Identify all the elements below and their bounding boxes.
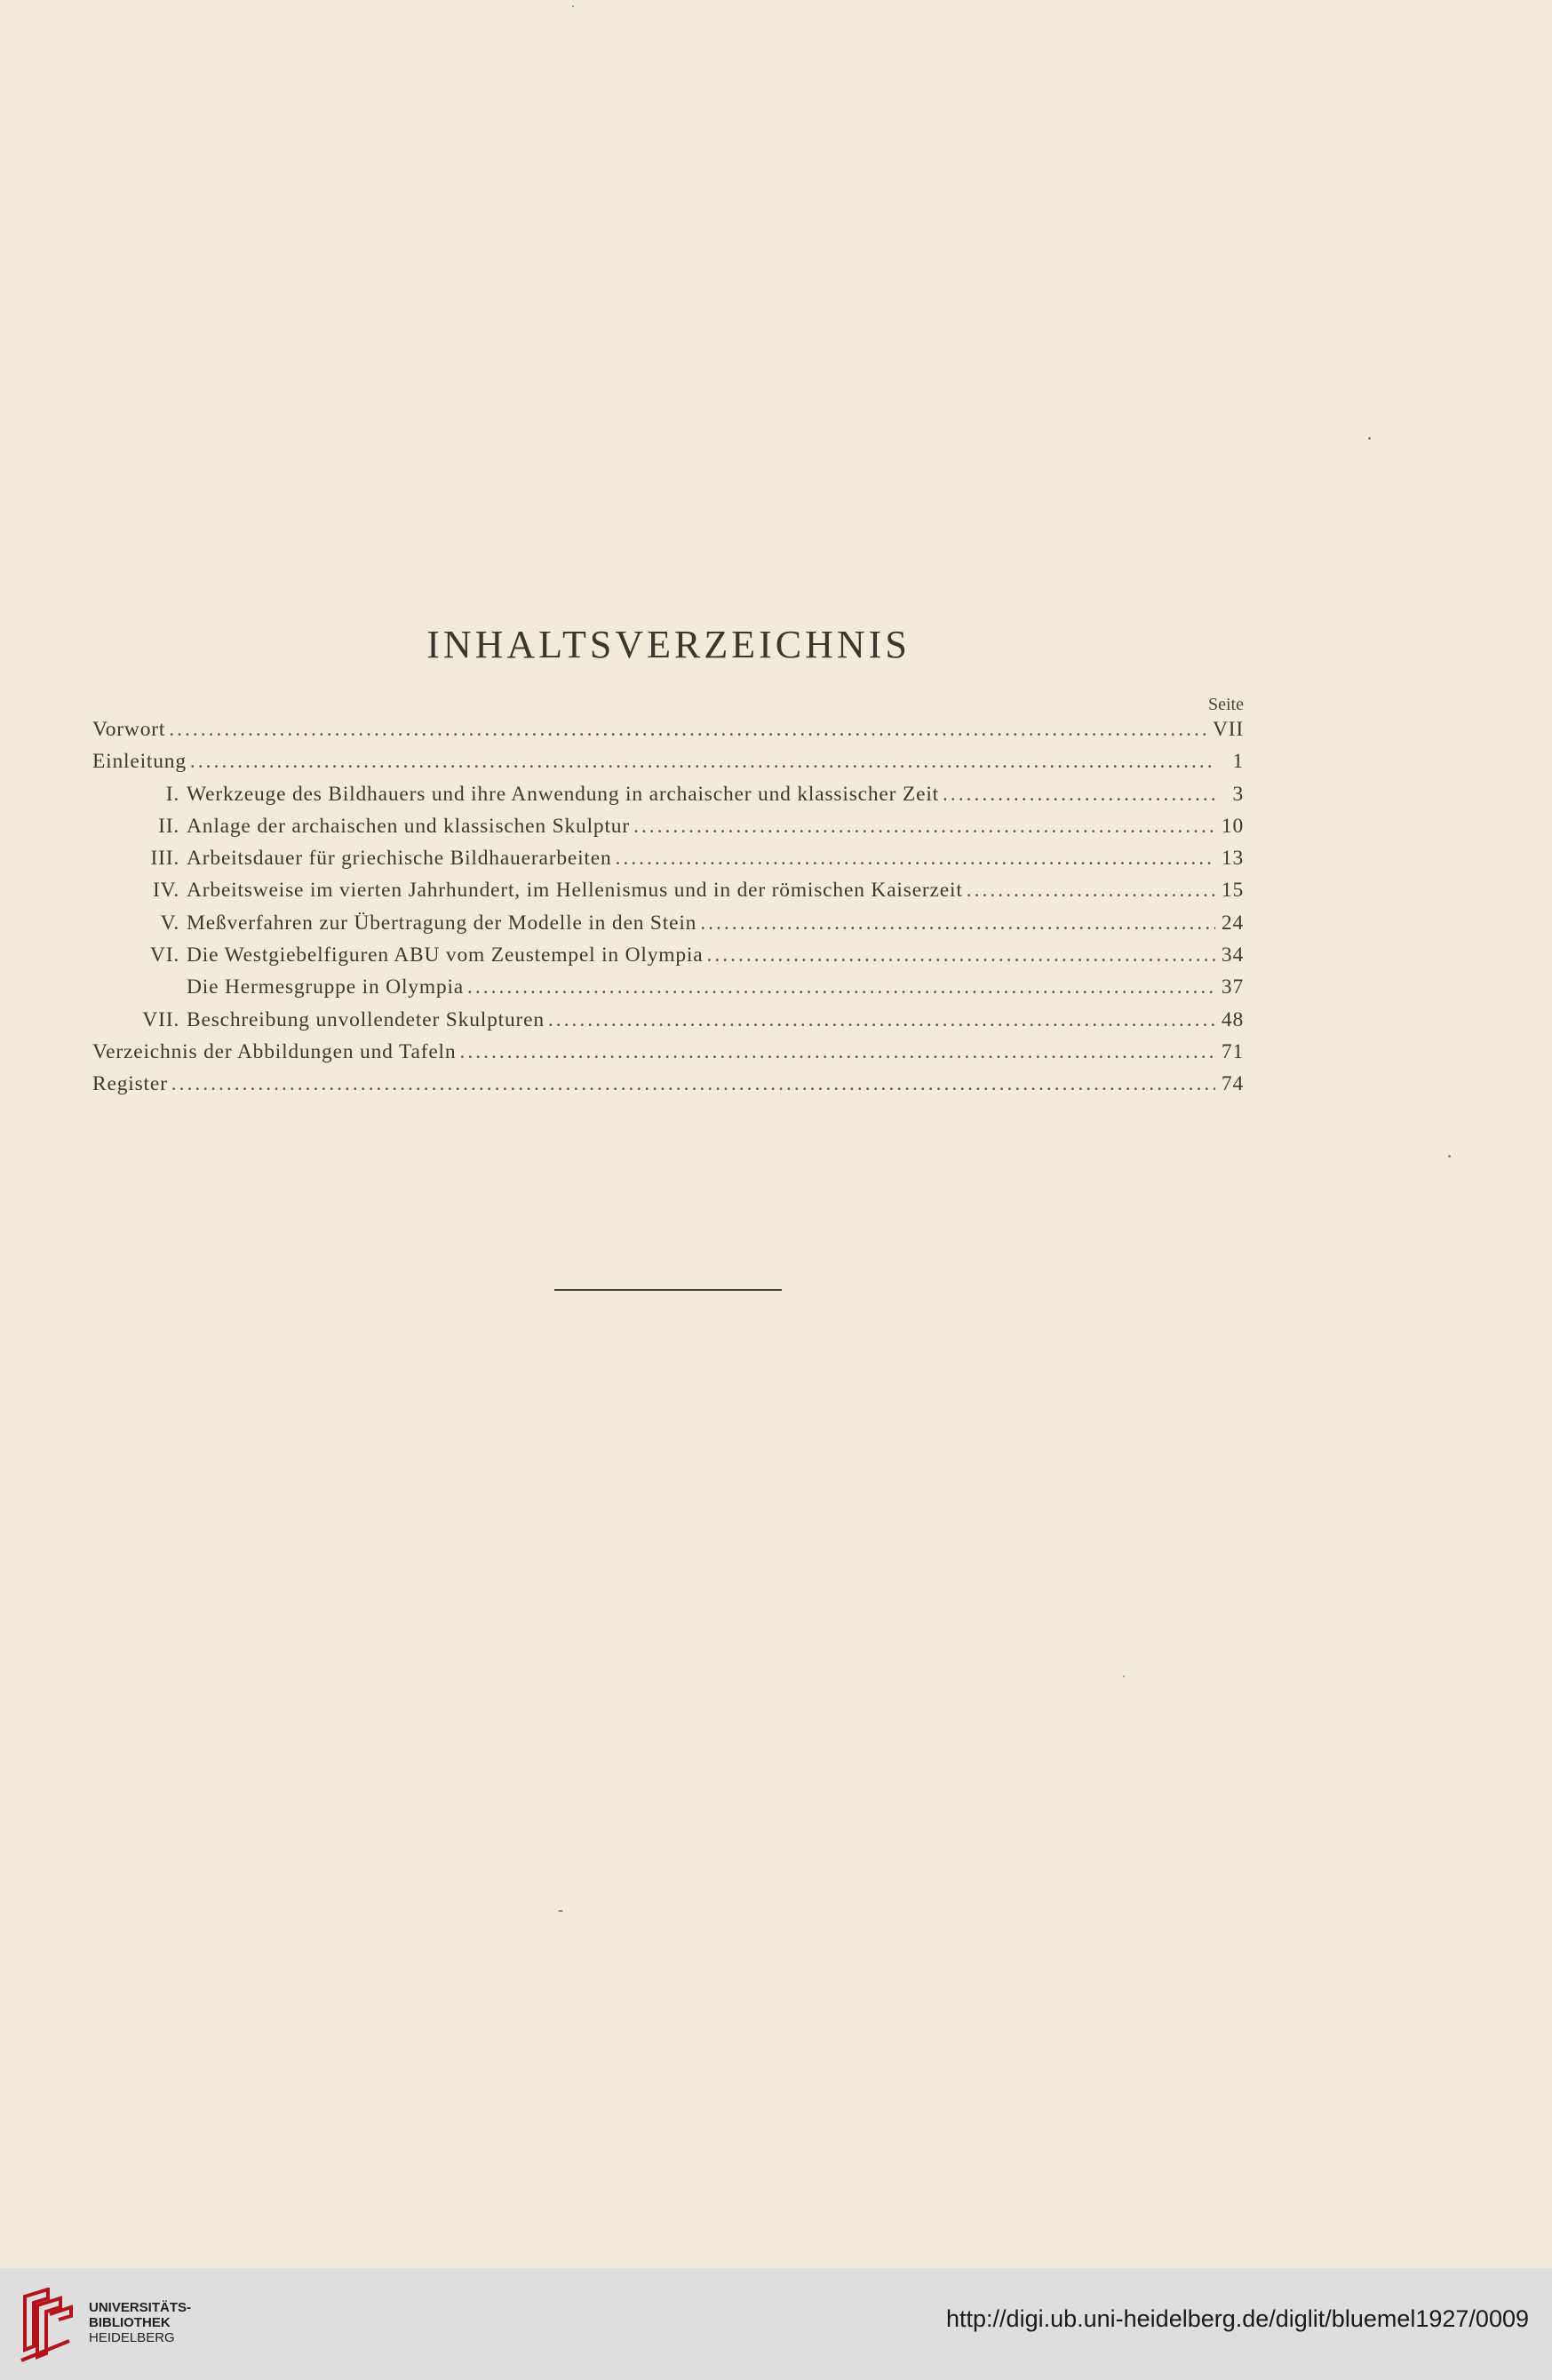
toc-entry-page: 71: [1221, 1039, 1244, 1063]
page-title: INHALTSVERZEICHNIS: [426, 623, 911, 666]
toc-entry-page: 10: [1221, 814, 1244, 838]
toc-entry-title: Verzeichnis der Abbildungen und Tafeln: [92, 1039, 457, 1063]
ub-heidelberg-logo-icon: [18, 2288, 75, 2362]
toc-entry-title: Anlage der archaischen und klassischen Skulptur: [187, 814, 630, 838]
toc-entry: [92, 847, 1244, 879]
paper-speck: [572, 5, 574, 7]
toc-entry-page: VII: [1212, 718, 1244, 741]
toc-entry-page: 37: [1221, 975, 1244, 999]
toc-entry-title: Meßverfahren zur Übertragung der Modelle in den Stein: [187, 911, 697, 935]
toc-leader-dots: [467, 975, 1215, 999]
paper-speck: [1368, 437, 1371, 440]
paper-speck: [558, 1910, 563, 1912]
toc-entry: [92, 879, 1244, 911]
toc-entry-number: III.: [150, 847, 179, 871]
toc-entry-number: I.: [165, 782, 179, 806]
toc-entry-title: Register: [92, 1072, 168, 1096]
toc-entry-number: II.: [158, 814, 179, 838]
toc-entry-page: 15: [1221, 879, 1244, 903]
toc-entry: [92, 911, 1244, 943]
library-name: [89, 2300, 191, 2345]
toc-entry: [92, 1008, 1244, 1040]
toc-entry-page: 48: [1221, 1007, 1244, 1031]
page-column-label: Seite: [1208, 695, 1244, 714]
toc-entry: [92, 975, 1244, 1007]
toc-leader-dots: [700, 911, 1215, 935]
paper-speck: [1123, 1676, 1125, 1677]
toc-entry-title: Arbeitsdauer für griechische Bildhauerarbeiten: [187, 847, 612, 871]
library-name-line3: HEIDELBERG: [89, 2330, 175, 2345]
closing-rule: [554, 1289, 782, 1291]
toc-entry-title: Einleitung: [92, 750, 187, 774]
toc-entry-title: Werkzeuge des Bildhauers und ihre Anwendung in archaischer und klassischer Zeit: [187, 782, 940, 806]
toc-leader-dots: [943, 783, 1215, 807]
toc-entry-title: Vorwort: [92, 718, 166, 741]
library-name-line2: BIBLIOTHEK: [89, 2315, 171, 2330]
toc-leader-dots: [616, 847, 1215, 871]
toc-leader-dots: [171, 1072, 1215, 1096]
toc-entry: [92, 750, 1244, 782]
toc-leader-dots: [169, 718, 1209, 742]
toc-entry-page: 1: [1232, 750, 1244, 774]
toc-entry-page: 13: [1221, 847, 1244, 871]
toc-entry: [92, 815, 1244, 847]
toc-leader-dots: [190, 750, 1215, 774]
toc-entry-number: IV.: [152, 879, 179, 903]
toc-leader-dots: [633, 815, 1215, 839]
toc-leader-dots: [459, 1040, 1215, 1064]
toc-entry: [92, 718, 1244, 750]
toc-entry-title: Arbeitsweise im vierten Jahrhundert, im Hellenismus und in der römischen Kaiserzeit: [187, 879, 963, 903]
toc-leader-dots: [967, 879, 1215, 903]
toc-leader-dots: [548, 1008, 1215, 1032]
toc-entry-page: 34: [1221, 943, 1244, 967]
table-of-contents: [92, 718, 1244, 1105]
toc-entry-page: 74: [1221, 1072, 1244, 1096]
toc-entry-title: Die Westgiebelfiguren ABU vom Zeustempel in Olympia: [187, 943, 704, 967]
toc-entry-page: 3: [1232, 782, 1244, 806]
toc-entry-title: Die Hermesgruppe in Olympia: [187, 975, 465, 999]
toc-leader-dots: [706, 943, 1215, 967]
paper-speck: [1448, 1155, 1451, 1158]
toc-entry: [92, 783, 1244, 815]
toc-entry: [92, 1040, 1244, 1072]
source-url-link[interactable]: http://digi.ub.uni-heidelberg.de/diglit/bluemel1927/0009: [946, 2305, 1529, 2332]
library-name-line1: UNIVERSITÄTS-: [89, 2300, 192, 2315]
toc-entry-number: V.: [160, 911, 179, 935]
toc-entry: [92, 943, 1244, 975]
toc-entry-number: VI.: [149, 943, 179, 967]
toc-entry-page: 24: [1221, 911, 1244, 935]
toc-entry-title: Beschreibung unvollendeter Skulpturen: [187, 1007, 545, 1031]
toc-entry-number: VII.: [142, 1007, 179, 1031]
toc-entry: [92, 1072, 1244, 1104]
footer-bar: [0, 2268, 1552, 2380]
